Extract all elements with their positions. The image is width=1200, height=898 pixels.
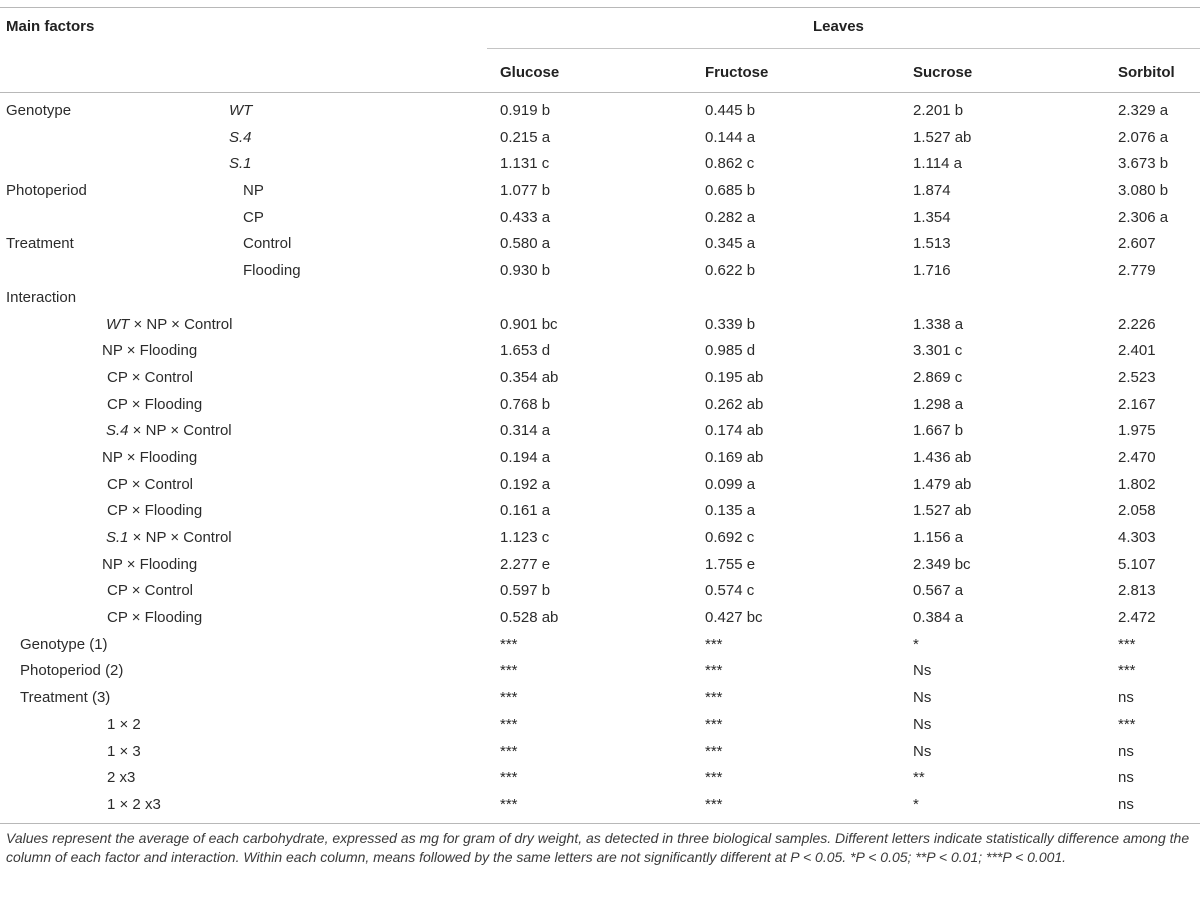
cell-glucose: 1.123 c xyxy=(500,529,550,546)
cell-fructose: 0.339 b xyxy=(705,315,756,333)
row-level-label: S.1 xyxy=(229,155,252,173)
table-row xyxy=(0,151,1200,178)
cell-sucrose: 1.436 ab xyxy=(913,448,972,466)
cell-glucose: *** xyxy=(500,715,518,733)
cell-glucose: *** xyxy=(500,635,518,653)
interaction-rest: CP × Control xyxy=(107,475,194,493)
table-row xyxy=(0,285,1200,312)
cell-glucose: *** xyxy=(500,742,518,760)
interaction-label xyxy=(102,342,197,359)
table-row xyxy=(0,312,1200,339)
cell-sorbitol: *** xyxy=(1118,635,1136,653)
cell-fructose: 1.755 e xyxy=(705,555,756,573)
cell-sucrose: 2.201 b xyxy=(913,102,964,119)
cell-glucose: 0.901 bc xyxy=(500,315,558,333)
cell-fructose: 0.135 a xyxy=(705,502,756,520)
cell-fructose: *** xyxy=(705,662,723,680)
cell-glucose: 0.194 a xyxy=(500,448,551,466)
cell-sorbitol: 2.779 xyxy=(1118,262,1156,280)
cell-fructose: 0.099 a xyxy=(705,475,756,493)
cell-sorbitol: ns xyxy=(1118,689,1134,707)
cell-sucrose: * xyxy=(913,635,919,653)
cell-glucose: 0.930 b xyxy=(500,262,551,280)
table-row xyxy=(0,498,1200,525)
cell-fructose: *** xyxy=(705,635,723,653)
interaction-rest: CP × Control xyxy=(107,582,194,600)
table-row xyxy=(0,365,1200,392)
table-row xyxy=(0,472,1200,499)
table-row xyxy=(0,712,1200,739)
significance-interaction: 1 × 2 x3 xyxy=(107,795,161,813)
cell-sucrose: 1.479 ab xyxy=(913,475,972,493)
table-row xyxy=(0,338,1200,365)
cell-sucrose: * xyxy=(913,795,919,813)
cell-sucrose: 1.354 xyxy=(913,208,951,226)
cell-glucose: 0.768 b xyxy=(500,395,551,413)
cell-fructose: 0.144 a xyxy=(705,128,756,146)
cell-fructose: 0.445 b xyxy=(705,102,756,119)
cell-fructose: *** xyxy=(705,689,723,707)
table-top-rule xyxy=(0,7,1200,8)
cell-glucose: 0.161 a xyxy=(500,502,551,520)
cell-sucrose: 1.156 a xyxy=(913,529,964,546)
cell-sorbitol: 2.167 xyxy=(1118,395,1156,413)
cell-sucrose: 1.513 xyxy=(913,235,951,253)
interaction-genotype: S.4 xyxy=(106,422,129,440)
cell-sucrose: 1.874 xyxy=(913,182,951,200)
cell-glucose: *** xyxy=(500,795,518,813)
table-row xyxy=(0,658,1200,685)
interaction-rest: CP × Flooding xyxy=(107,609,203,627)
cell-glucose: 1.131 c xyxy=(500,155,550,173)
table-row xyxy=(0,258,1200,285)
cell-fructose: 0.574 c xyxy=(705,582,755,600)
cell-glucose: 1.077 b xyxy=(500,182,551,200)
cell-glucose: 1.653 d xyxy=(500,342,551,360)
table-row xyxy=(0,231,1200,258)
interaction-rest: × NP × Control xyxy=(128,422,232,440)
cell-sorbitol: 2.813 xyxy=(1118,582,1156,600)
cell-sorbitol: ns xyxy=(1118,769,1134,787)
cell-glucose: 0.215 a xyxy=(500,128,551,146)
interaction-rest: NP × Flooding xyxy=(102,448,198,466)
significance-factor: Genotype (1) xyxy=(20,635,108,653)
cell-sucrose: Ns xyxy=(913,662,932,680)
header-sucrose: Sucrose xyxy=(913,64,973,81)
cell-sucrose: 1.527 ab xyxy=(913,502,972,520)
header-fructose: Fructose xyxy=(705,64,769,81)
header-leaves: Leaves xyxy=(813,18,864,35)
cell-fructose: 0.169 ab xyxy=(705,448,764,466)
cell-sucrose: ** xyxy=(913,769,925,787)
row-factor-label: Treatment xyxy=(6,235,74,253)
cell-glucose: 0.354 ab xyxy=(500,368,559,386)
cell-sorbitol: 2.472 xyxy=(1118,609,1156,627)
cell-sorbitol: ns xyxy=(1118,742,1134,760)
cell-fructose: *** xyxy=(705,769,723,787)
table-bottom-rule xyxy=(0,823,1200,824)
table-row xyxy=(0,578,1200,605)
table-row xyxy=(0,125,1200,152)
header-sorbitol: Sorbitol xyxy=(1118,64,1175,81)
table-row xyxy=(0,98,1200,125)
cell-sorbitol: 2.058 xyxy=(1118,502,1156,520)
cell-glucose: 0.597 b xyxy=(500,582,551,600)
cell-sorbitol: 2.470 xyxy=(1118,448,1156,466)
interaction-genotype: S.1 xyxy=(106,529,129,546)
cell-sucrose: 2.869 c xyxy=(913,368,963,386)
cell-sorbitol: 3.080 b xyxy=(1118,182,1169,200)
table-row xyxy=(0,552,1200,579)
header-main-factors: Main factors xyxy=(6,18,95,35)
cell-fructose: 0.262 ab xyxy=(705,395,764,413)
cell-sorbitol: 1.802 xyxy=(1118,475,1156,493)
table-row xyxy=(0,205,1200,232)
cell-sorbitol: 2.306 a xyxy=(1118,208,1169,226)
table-body xyxy=(0,98,1200,819)
interaction-label xyxy=(102,449,197,466)
interaction-label xyxy=(107,609,202,626)
table-row xyxy=(0,392,1200,419)
cell-sucrose: Ns xyxy=(913,715,932,733)
cell-fructose: 0.174 ab xyxy=(705,422,764,440)
cell-sucrose: 3.301 c xyxy=(913,342,963,360)
cell-fructose: 0.282 a xyxy=(705,208,756,226)
cell-fructose: 0.195 ab xyxy=(705,368,764,386)
cell-sorbitol: 2.076 a xyxy=(1118,128,1169,146)
interaction-rest: NP × Flooding xyxy=(102,342,198,360)
cell-sucrose: 1.716 xyxy=(913,262,951,280)
cell-sorbitol: 3.673 b xyxy=(1118,155,1169,173)
interaction-label xyxy=(106,316,232,333)
cell-fructose: 0.692 c xyxy=(705,529,755,546)
cell-sorbitol: 5.107 xyxy=(1118,555,1156,573)
cell-sorbitol: *** xyxy=(1118,662,1136,680)
table-row xyxy=(0,418,1200,445)
significance-factor: Treatment (3) xyxy=(20,689,111,707)
cell-fructose: 0.345 a xyxy=(705,235,756,253)
cell-fructose: *** xyxy=(705,742,723,760)
interaction-label xyxy=(107,582,193,599)
cell-glucose: 0.314 a xyxy=(500,422,551,440)
cell-fructose: 0.427 bc xyxy=(705,609,763,627)
table-footnote: Values represent the average of each carbohydrate, expressed as mg for gram of dry weight, as detected in three biological samples. Different letters indicate statistically difference among the column of each factor and interaction. Within each column, means followed by the same letters are not significantly different at P < 0.05. *P < 0.05; **P < 0.01; ***P < 0.001. xyxy=(6,830,1190,865)
table-row xyxy=(0,445,1200,472)
cell-sorbitol: 2.226 xyxy=(1118,315,1156,333)
cell-glucose: 0.528 ab xyxy=(500,609,559,627)
table-row xyxy=(0,525,1200,552)
row-factor-label: Photoperiod xyxy=(6,182,87,200)
significance-interaction: 1 × 3 xyxy=(107,742,141,760)
cell-glucose: *** xyxy=(500,662,518,680)
interaction-label xyxy=(107,476,193,493)
cell-sorbitol: 2.329 a xyxy=(1118,102,1169,119)
interaction-label xyxy=(107,396,202,413)
cell-sucrose: Ns xyxy=(913,742,932,760)
table-row xyxy=(0,632,1200,659)
interaction-rest: CP × Flooding xyxy=(107,395,203,413)
interaction-label xyxy=(102,556,197,573)
header-bottom-rule xyxy=(0,92,1200,93)
table-row xyxy=(0,739,1200,766)
cell-sucrose: 0.384 a xyxy=(913,609,964,627)
cell-fructose: 0.862 c xyxy=(705,155,755,173)
cell-glucose: 0.919 b xyxy=(500,102,551,119)
row-level-label: WT xyxy=(229,102,253,119)
cell-sucrose: 1.338 a xyxy=(913,315,964,333)
cell-fructose: *** xyxy=(705,715,723,733)
row-level-label: S.4 xyxy=(229,128,252,146)
cell-sorbitol: 2.607 xyxy=(1118,235,1156,253)
cell-sorbitol: ns xyxy=(1118,795,1134,813)
cell-fructose: 0.985 d xyxy=(705,342,756,360)
row-level-label: CP xyxy=(243,208,264,226)
interaction-label xyxy=(106,529,232,546)
cell-glucose: *** xyxy=(500,689,518,707)
cell-glucose: *** xyxy=(500,769,518,787)
interaction-rest: NP × Flooding xyxy=(102,555,198,573)
significance-factor: Photoperiod (2) xyxy=(20,662,124,680)
interaction-rest: CP × Control xyxy=(107,368,194,386)
cell-sucrose: 1.527 ab xyxy=(913,128,972,146)
interaction-rest: × NP × Control xyxy=(129,315,233,333)
interaction-genotype: WT xyxy=(106,315,130,333)
cell-sucrose: 0.567 a xyxy=(913,582,964,600)
interaction-rest: CP × Flooding xyxy=(107,502,203,520)
cell-glucose: 0.192 a xyxy=(500,475,551,493)
cell-fructose: 0.622 b xyxy=(705,262,756,280)
interaction-rest: × NP × Control xyxy=(128,529,232,546)
cell-sucrose: 1.667 b xyxy=(913,422,964,440)
table-row xyxy=(0,792,1200,819)
cell-sucrose: Ns xyxy=(913,689,932,707)
cell-sorbitol: 4.303 xyxy=(1118,529,1156,546)
cell-sorbitol: 2.523 xyxy=(1118,368,1156,386)
row-level-label: Control xyxy=(243,235,292,253)
cell-glucose: 0.433 a xyxy=(500,208,551,226)
significance-interaction: 1 × 2 xyxy=(107,715,141,733)
cell-sorbitol: *** xyxy=(1118,715,1136,733)
cell-fructose: *** xyxy=(705,795,723,813)
interaction-label xyxy=(107,369,193,386)
header-glucose: Glucose xyxy=(500,64,560,81)
table-row xyxy=(0,765,1200,792)
cell-sorbitol: 1.975 xyxy=(1118,422,1156,440)
cell-glucose: 2.277 e xyxy=(500,555,551,573)
interaction-label xyxy=(106,422,232,439)
row-level-label: NP xyxy=(243,182,264,200)
interaction-label xyxy=(107,502,202,519)
leaves-span-rule xyxy=(487,48,1200,49)
row-factor-label: Interaction xyxy=(6,288,77,306)
table-row xyxy=(0,685,1200,712)
cell-fructose: 0.685 b xyxy=(705,182,756,200)
cell-glucose: 0.580 a xyxy=(500,235,551,253)
table-row xyxy=(0,605,1200,632)
table-row xyxy=(0,178,1200,205)
row-level-label: Flooding xyxy=(243,262,301,280)
row-factor-label: Genotype xyxy=(6,102,72,119)
cell-sucrose: 2.349 bc xyxy=(913,555,971,573)
cell-sorbitol: 2.401 xyxy=(1118,342,1156,360)
significance-interaction: 2 x3 xyxy=(107,769,136,787)
cell-sucrose: 1.298 a xyxy=(913,395,964,413)
cell-sucrose: 1.114 a xyxy=(913,155,962,173)
